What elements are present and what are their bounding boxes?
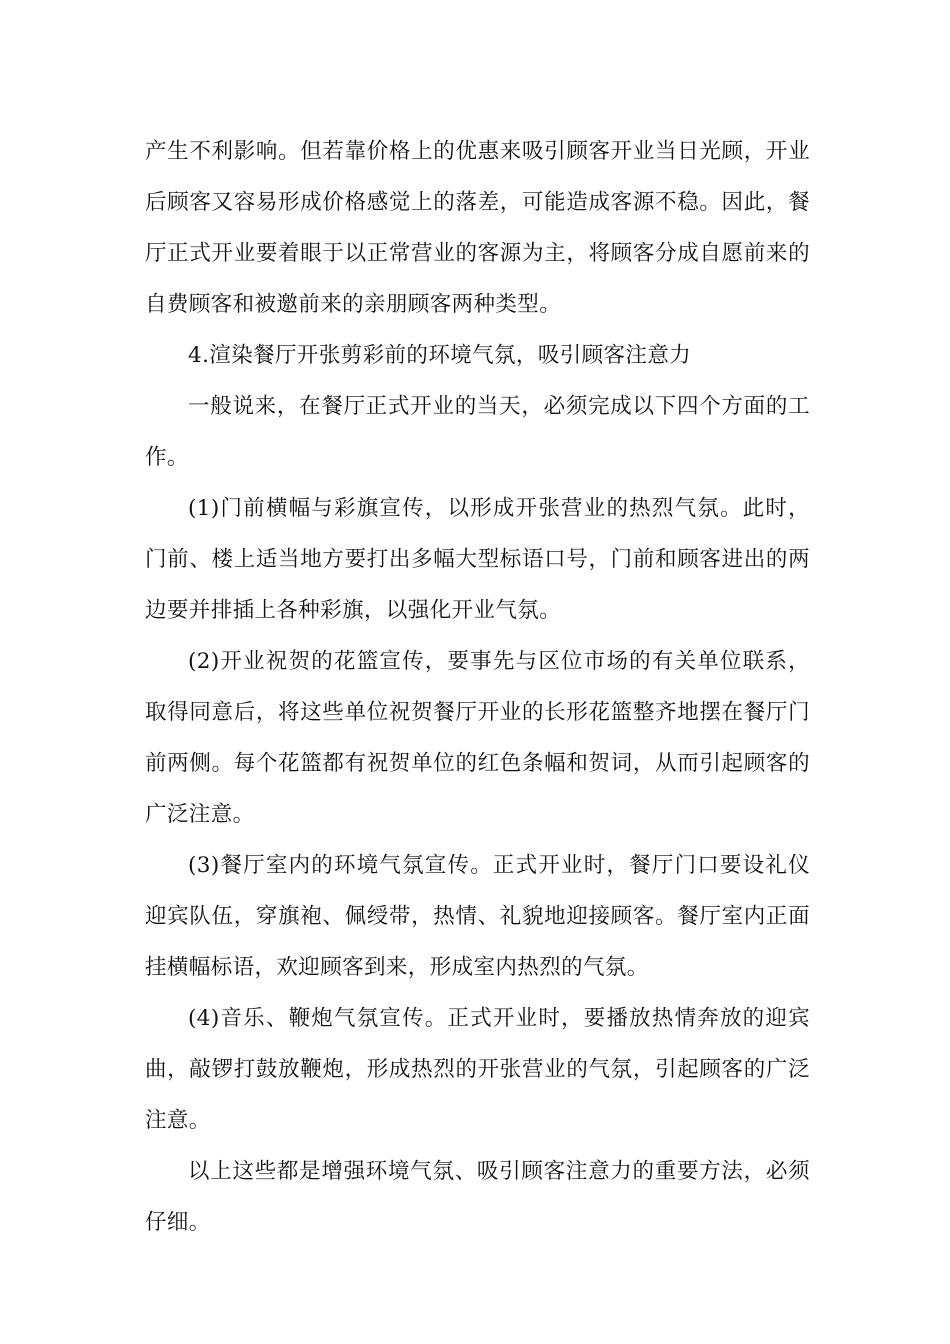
paragraph-item-3: (3)餐厅室内的环境气氛宣传。正式开业时，餐厅门口要设礼仪迎宾队伍，穿旗袍、佩绶带，热情、礼貌地迎接顾客。餐厅室内正面挂横幅标语，欢迎顾客到来，形成室内热烈的气氛。: [145, 853, 810, 980]
paragraph-continuation: 产生不利影响。但若靠价格上的优惠来吸引顾客开业当日光顾，开业后顾客又容易形成价格感觉上的落差，可能造成客源不稳。因此，餐厅正式开业要着眼于以正常营业的客源为主，将顾客分成自愿前来的自费顾客和被邀前来的亲朋顾客两种类型。: [145, 139, 810, 317]
paragraph-item-4: (4)音乐、鞭炮气氛宣传。正式开业时，要播放热情奔放的迎宾曲，敲锣打鼓放鞭炮，形成热烈的开张营业的气氛，引起顾客的广泛注意。: [145, 1006, 810, 1133]
paragraph-item-2: (2)开业祝贺的花篮宣传，要事先与区位市场的有关单位联系，取得同意后，将这些单位祝贺餐厅开业的长形花篮整齐地摆在餐厅门前两侧。每个花篮都有祝贺单位的红色条幅和贺词，从而引起顾客的广泛注意。: [145, 649, 810, 827]
section-heading: 4.渲染餐厅开张剪彩前的环境气氛，吸引顾客注意力: [188, 343, 692, 368]
paragraph-item-1: (1)门前横幅与彩旗宣传，以形成开张营业的热烈气氛。此时，门前、楼上适当地方要打出多幅大型标语口号，门前和顾客进出的两边要并排插上各种彩旗，以强化开业气氛。: [145, 496, 810, 623]
paragraph-conclusion: 以上这些都是增强环境气氛、吸引顾客注意力的重要方法，必须仔细。: [145, 1159, 810, 1235]
paragraph-intro: 一般说来，在餐厅正式开业的当天，必须完成以下四个方面的工作。: [145, 394, 810, 470]
document-page: [145, 126, 810, 1248]
